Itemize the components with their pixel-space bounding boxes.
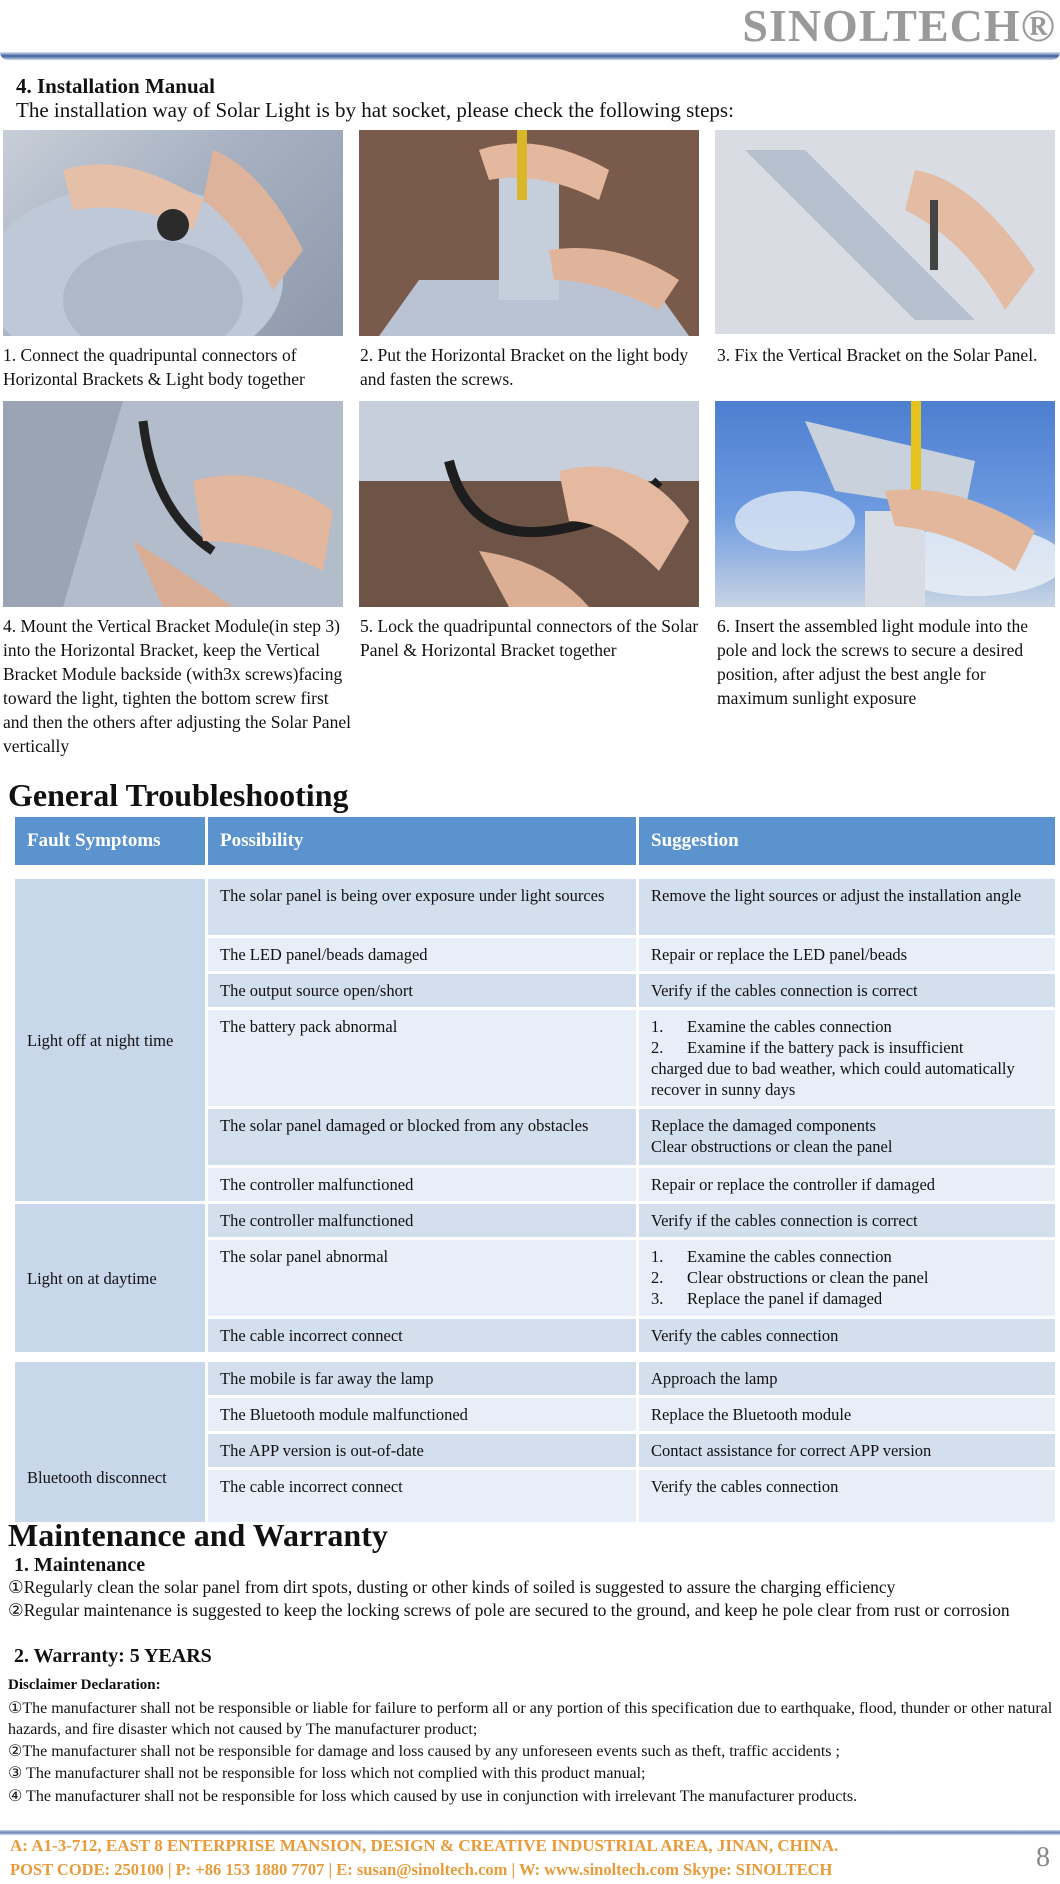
possibility-cell: The controller malfunctioned [208,1204,636,1237]
disclaimer-title: Disclaimer Declaration: [8,1677,161,1693]
step3-caption: 3. Fix the Vertical Bracket on the Solar Panel. [717,345,1038,365]
header-divider [0,52,1060,60]
header-suggestion: Suggestion [639,817,1055,865]
table-row [15,1362,1055,1395]
list-number: 1. [651,1247,664,1266]
step3-photo [715,130,1055,334]
suggestion-cell: Verify the cables connection [639,1470,1055,1522]
step4-caption: 4. Mount the Vertical Bracket Module(in step 3) into the Horizontal Bracket, keep the Vertical Bracket Module backside (with3x screws)facing toward the light, tighten the bottom screw first and then the others after adjusting the Solar Panel vertically [3,616,351,756]
maintenance-subtitle: 1. Maintenance [14,1554,146,1576]
disclaimer-item-1: ①The manufacturer shall not be responsible or liable for failure to perform all or any portion of this specification due to earthquake, flood, thunder or other natural hazards, and fire disaster which not caused by The manufacturer product; [8,1700,1053,1738]
possibility-cell: The Bluetooth module malfunctioned [208,1398,636,1431]
suggestion-cell: Repair or replace the controller if damaged [639,1168,1055,1201]
header-fault-symptoms: Fault Symptoms [15,817,205,865]
suggestion-cell: Contact assistance for correct APP version [639,1434,1055,1467]
possibility-cell: The battery pack abnormal [208,1010,636,1106]
step6-caption: 6. Insert the assembled light module into the pole and lock the screws to secure a desired position, after adjust the best angle for maximum sunlight exposure [717,616,1029,708]
step5-caption: 5. Lock the quadripuntal connectors of the Solar Panel & Horizontal Bracket together [360,616,699,660]
suggestion-cell: Repair or replace the LED panel/beads [639,938,1055,971]
possibility-cell: The solar panel damaged or blocked from any obstacles [208,1109,636,1165]
suggestion-cell [639,1109,1055,1165]
step2-caption: 2. Put the Horizontal Bracket on the light body and fasten the screws. [360,345,689,389]
list-number: 3. [651,1289,664,1308]
table-row [15,879,1055,935]
suggestion-cell: Replace the Bluetooth module [639,1398,1055,1431]
possibility-cell: The solar panel abnormal [208,1240,636,1316]
page-number: 8 [1036,1842,1050,1873]
symptom-cell: Light on at daytime [15,1204,205,1352]
suggestion-cell [639,1010,1055,1106]
maintenance-title: Maintenance and Warranty [8,1517,388,1553]
list-number: 2. [651,1038,664,1057]
suggestion-cell: Verify if the cables connection is correct [639,974,1055,1007]
disclaimer-item-4: ④ The manufacturer shall not be responsible for loss which caused by use in conjunction with irrelevant The manufacturer products. [8,1788,858,1805]
troubleshooting-title: General Troubleshooting [8,777,349,813]
list-text: Examine the cables connection [687,1247,892,1266]
maintenance-item-1: ①Regularly clean the solar panel from dirt spots, dusting or other kinds of soiled is suggested to assure the charging efficiency [8,1577,896,1597]
possibility-cell: The solar panel is being over exposure under light sources [208,879,636,935]
suggestion-cell [639,1240,1055,1316]
suggestion-line: Clear obstructions or clean the panel [651,1137,893,1156]
suggestion-cell: Verify if the cables connection is correct [639,1204,1055,1237]
possibility-cell: The mobile is far away the lamp [208,1362,636,1395]
step1-photo [3,130,343,336]
footer-address: A: A1-3-712, EAST 8 ENTERPRISE MANSION, DESIGN & CREATIVE INDUSTRIAL AREA, JINAN, CHINA. [10,1836,839,1855]
list-text: Clear obstructions or clean the panel [687,1268,929,1287]
troubleshooting-table [12,814,1058,1525]
possibility-cell: The cable incorrect connect [208,1470,636,1522]
step5-photo [359,401,699,607]
disclaimer-item-2: ②The manufacturer shall not be responsible for damage and loss caused by any unforeseen events such as theft, traffic accidents ; [8,1743,840,1760]
maintenance-item-2: ②Regular maintenance is suggested to keep the locking screws of pole are secured to the ground, and keep he pole clear from rust or corrosion [8,1600,1010,1620]
step4-photo [3,401,343,607]
footer-contact: POST CODE: 250100 | P: +86 153 1880 7707 | E: susan@sinoltech.com | W: www.sinoltech.com Skype: SINOLTECH [10,1860,833,1879]
header-possibility: Possibility [208,817,636,865]
table-header-row [15,817,1055,865]
footer-divider [0,1830,1060,1835]
possibility-cell: The APP version is out-of-date [208,1434,636,1467]
step2-photo [359,130,699,336]
brand-logo: SINOLTECH® [742,0,1056,51]
suggestion-line: Replace the damaged components [651,1116,876,1135]
possibility-cell: The output source open/short [208,974,636,1007]
possibility-cell: The cable incorrect connect [208,1319,636,1352]
list-text: Examine the cables connection [687,1017,892,1036]
table-row [15,1204,1055,1237]
warranty-title: 2. Warranty: 5 YEARS [14,1645,212,1667]
suggestion-cell: Remove the light sources or adjust the installation angle [639,879,1055,935]
installation-intro: The installation way of Solar Light is by hat socket, please check the following steps: [16,98,734,122]
list-text: Examine if the battery pack is insufficient [687,1038,964,1057]
list-text: Replace the panel if damaged [687,1289,883,1308]
step1-caption: 1. Connect the quadripuntal connectors of Horizontal Brackets & Light body together [3,345,305,389]
list-text: charged due to bad weather, which could automatically recover in sunny days [651,1059,1015,1099]
possibility-cell: The controller malfunctioned [208,1168,636,1201]
symptom-cell: Bluetooth disconnect [15,1362,205,1522]
step6-photo [715,401,1055,607]
suggestion-cell: Verify the cables connection [639,1319,1055,1352]
suggestion-cell: Approach the lamp [639,1362,1055,1395]
symptom-cell: Light off at night time [15,879,205,1201]
section-title: 4. Installation Manual [16,74,215,98]
list-number: 1. [651,1017,664,1036]
list-number: 2. [651,1268,664,1287]
disclaimer-item-3: ③ The manufacturer shall not be responsible for loss which not complied with this product manual; [8,1765,646,1782]
possibility-cell: The LED panel/beads damaged [208,938,636,971]
